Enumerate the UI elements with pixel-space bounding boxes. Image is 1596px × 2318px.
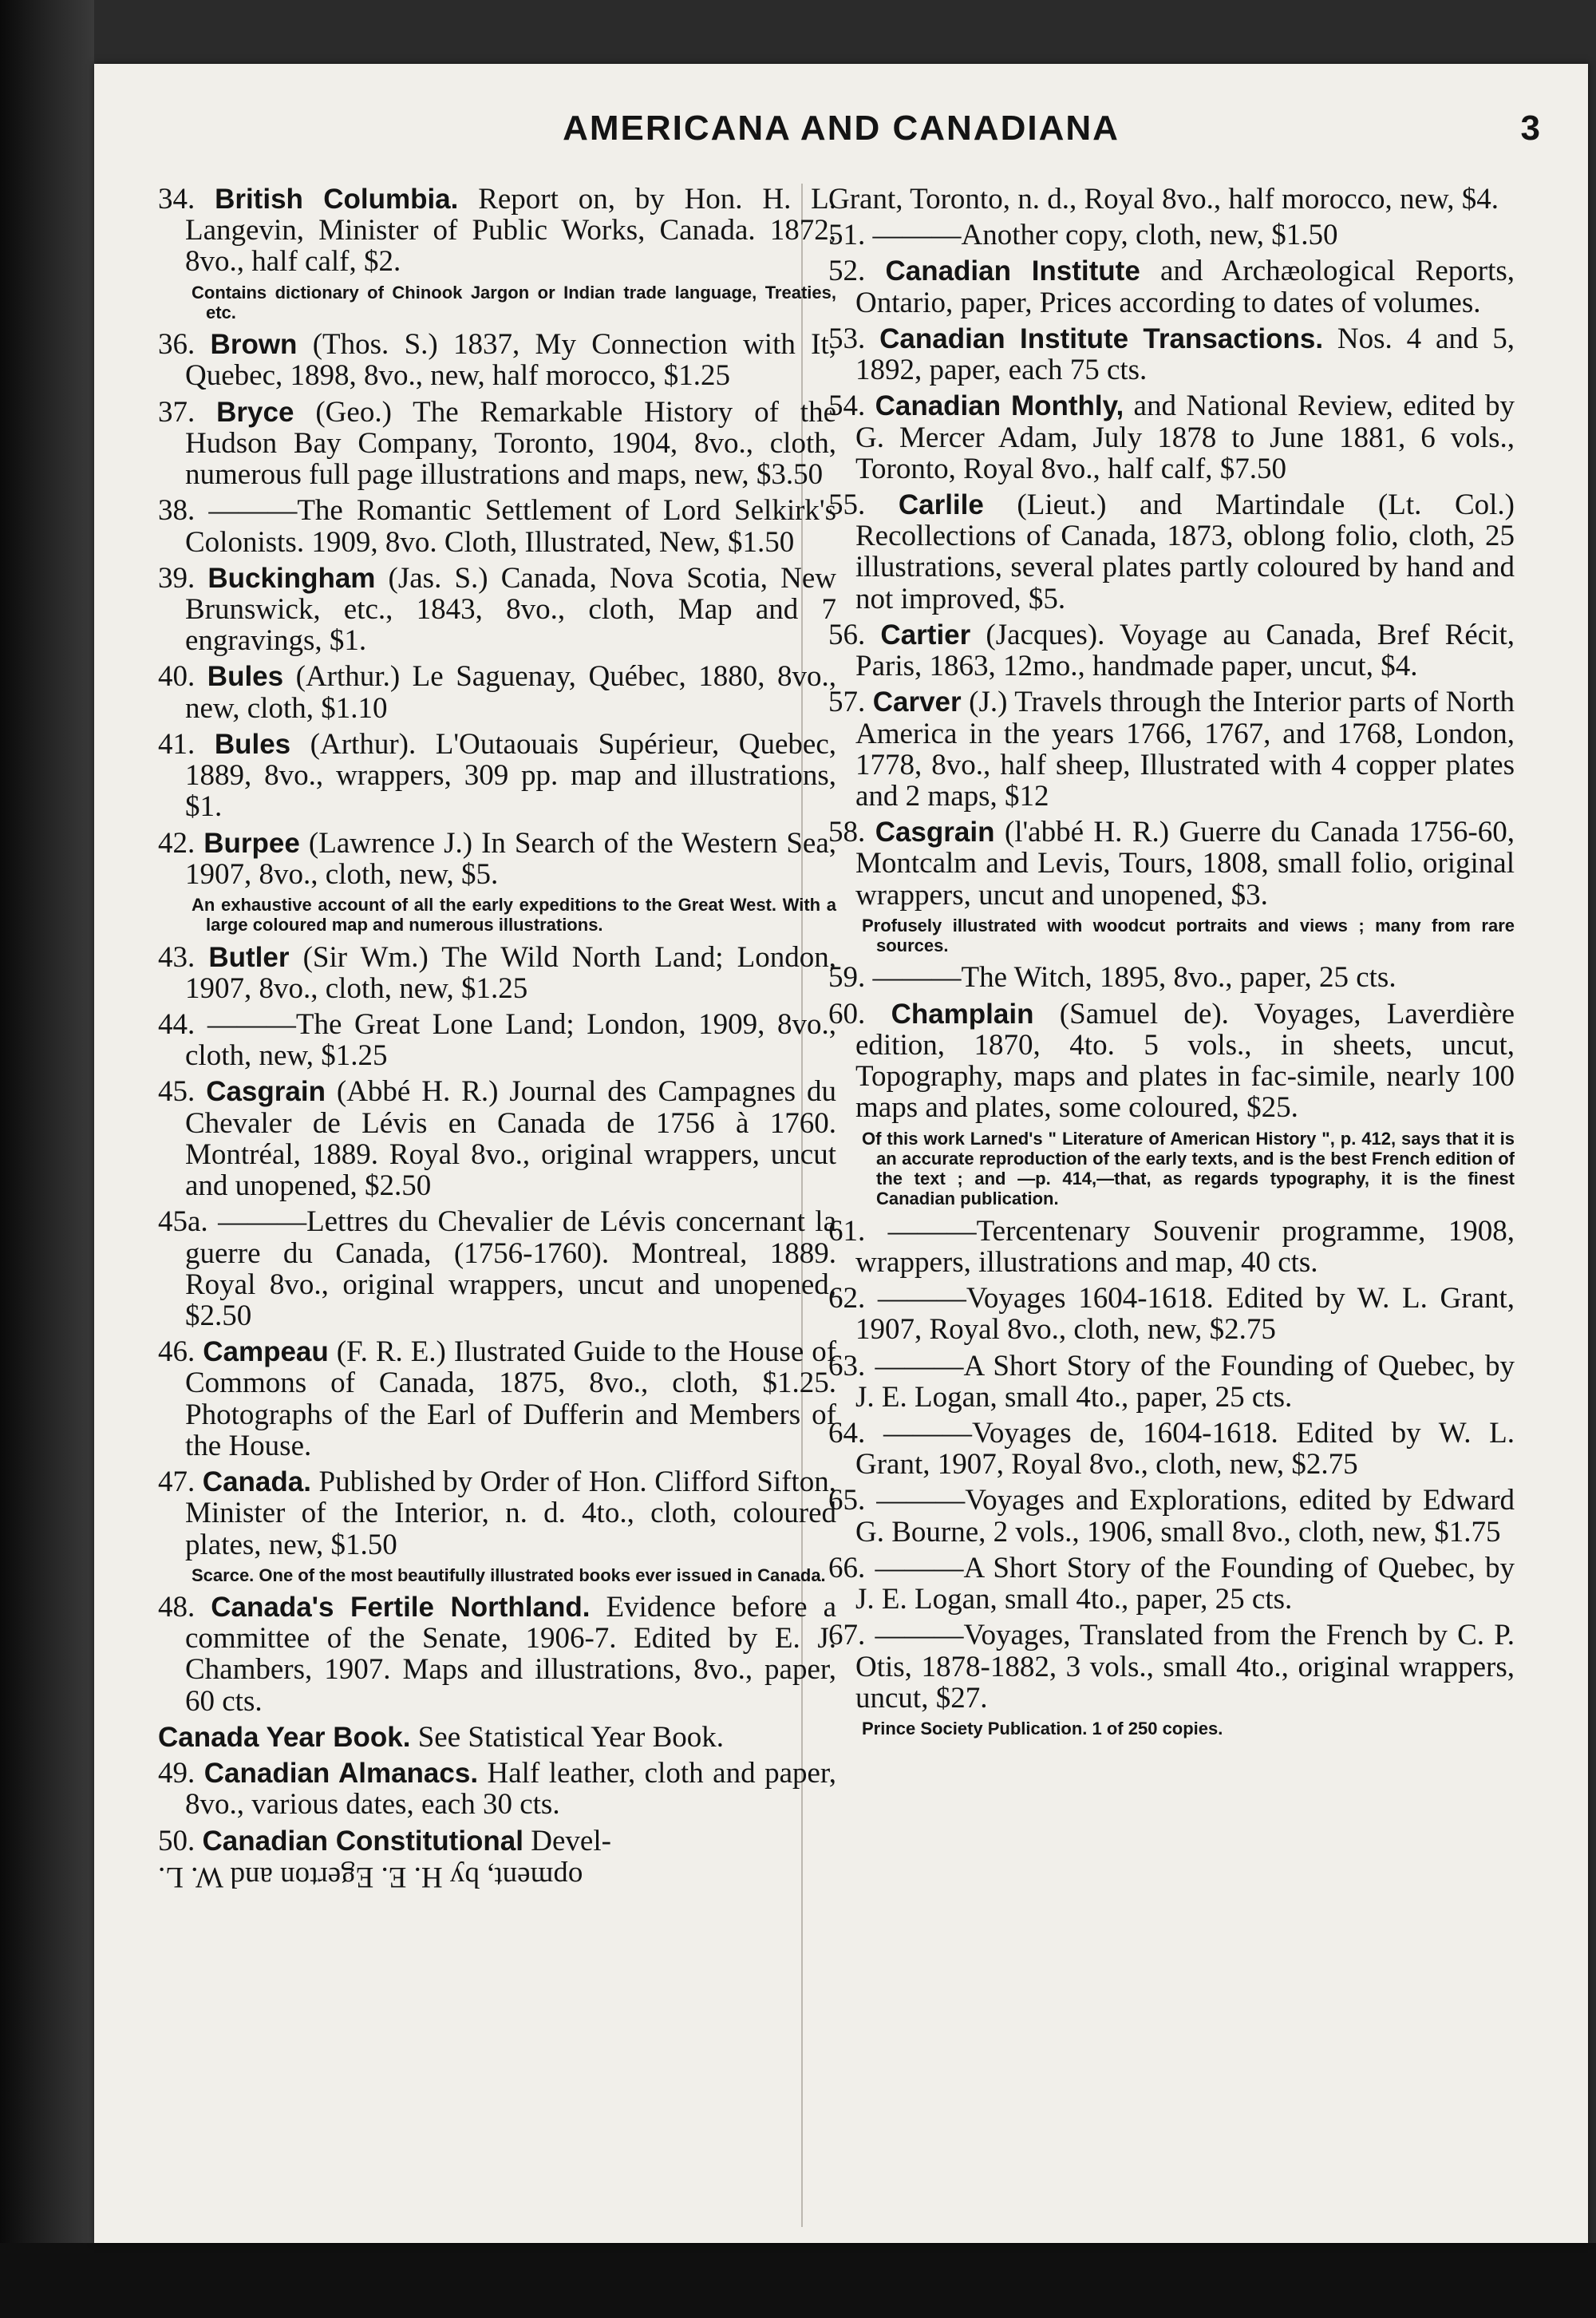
entry-note: An exhaustive account of all the early expeditions to the Great West. With a large coloured map and numerous illustrations. [192,894,836,936]
entry-heading: Bules [214,728,291,760]
entry-number: 64. [828,1417,866,1450]
catalogue-entry [158,397,836,491]
entry-number: 52. [828,255,866,288]
entry-description: (Sir Wm.) The Wild North Land; London, 1907, 8vo., cloth, new, $1.25 [185,940,836,1005]
entry-number: 51. [828,219,866,252]
entry-description: (J.) Travels through the Interior parts of North America in the years 1766, 1767, and 1768, London, 1778, 8vo., half sheep, Illustrated with 4 copper plates and 2 maps, $12 [855,686,1515,813]
entry-heading: Canadian Constitutional [202,1825,523,1857]
catalogue-entry [158,1336,836,1462]
entry-heading: Canadian Institute [885,255,1140,287]
entry-description: (Jas. S.) Canada, Nova Scotia, New Brunswick, etc., 1843, 8vo., cloth, Map and 7 engravings, $1. [185,561,837,658]
catalogue-entry [828,255,1515,318]
entry-number: 63. [828,1349,866,1382]
entry-description: Grant, Toronto, n. d., Royal 8vo., half morocco, new, $4. [828,183,1499,216]
scan-left-edge [0,0,94,2318]
page-number: 3 [1520,109,1540,148]
page-title: AMERICANA AND CANADIANA [563,109,1120,148]
entry-description: (Samuel de). Voyages, Laverdière edition, 1870, 4to. 5 vols., in sheets, uncut, Topography, maps and plates in fac-simile, nearly 100 maps and plates, some coloured, $25. [855,997,1515,1125]
catalogue-entry [828,619,1515,682]
entry-number: 41. [158,727,196,761]
entry-heading: Canada Year Book. [158,1721,411,1753]
entry-number: 44. [158,1008,196,1041]
catalogue-entry [828,1216,1515,1278]
catalogue-entry [158,1206,836,1331]
catalogue-entry [828,1553,1515,1615]
entry-description: Published by Order of Hon. Clifford Sifton, Minister of the Interior, n. d. 4to., cloth, coloured plates, new, $1.50 [185,1466,837,1561]
catalogue-entry [828,1351,1515,1413]
entry-heading: Canada. [202,1466,311,1498]
left-column [158,184,836,1897]
inverted-text: opment, by H. E. Egerton and W. L. [158,1860,583,1893]
catalogue-entry [158,661,836,723]
catalogue-entry [158,184,836,278]
entry-number: 67. [828,1619,866,1652]
entry-number: 42. [158,826,196,860]
entry-note: Contains dictionary of Chinook Jargon or Indian trade language, Treaties, etc. [192,282,836,322]
entry-description: (Abbé H. R.) Journal des Campagnes du Chevaler de Lévis en Canada de 1756 à 1760. Montréal, 1889. Royal 8vo., original wrappers, uncut and unopened, $2.50 [185,1075,837,1203]
entry-number: 48. [158,1591,196,1624]
entry-number: 60. [828,997,866,1030]
catalogue-page [94,64,1588,2243]
catalogue-entry [828,1485,1515,1547]
catalogue-entry [158,1009,836,1071]
entry-number: 53. [828,322,866,355]
entry-description: (Geo.) The Remarkable History of the Hudson Bay Company, Toronto, 1904, 8vo., cloth, numerous full page illustrations and maps, new, $3.50 [185,395,836,492]
entry-description: (Thos. S.) 1837, My Connection with It, Quebec, 1898, 8vo., new, half morocco, $1.25 [185,328,837,393]
entry-description: ———Voyages de, 1604-1618. Edited by W. L. Grant, 1907, Royal 8vo., cloth, new, $2.75 [855,1417,1515,1481]
scan-bottom-edge [0,2243,1596,2318]
entry-note: Scarce. One of the most beautifully illustrated books ever issued in Canada. [192,1564,826,1585]
catalogue-entry [158,1826,836,1857]
entry-description: ———Voyages, Translated from the French by C. P. Otis, 1878-1882, 3 vols., small 4to., original wrappers, uncut, $27. [855,1619,1515,1715]
entry-number: 37. [158,395,196,429]
catalogue-entry [828,489,1515,615]
catalogue-entry [828,962,1515,993]
entry-description: See Statistical Year Book. [410,1720,725,1754]
entry-description: ———Lettres du Chevalier de Lévis concernant la guerre du Canada, (1756-1760). Montreal, 1889. Royal 8vo., original wrappers, uncut and unopened, $2.50 [185,1205,837,1332]
catalogue-entry [158,942,836,1004]
entry-description: ———The Romantic Settlement of Lord Selkirk's Colonists. 1909, 8vo. Cloth, Illustrated, New, $1.50 [185,494,836,559]
catalogue-entry [828,999,1515,1124]
catalogue-entry [158,1466,836,1560]
catalogue-entry [828,817,1515,911]
entry-description: Devel- [523,1824,611,1857]
entry-number: 49. [158,1757,196,1790]
entry-heading: Carver [872,686,962,718]
entry-description: and National Review, edited by G. Mercer Adam, July 1878 to June 1881, 6 vols., Toronto, Royal 8vo., half calf, $7.50 [855,390,1515,485]
entry-number: 59. [828,961,866,995]
entry-number: 43. [158,940,196,974]
entry-number: 56. [828,618,866,651]
catalogue-entry [158,1722,836,1753]
entry-number: 55. [828,488,866,521]
entry-description: ———The Great Lone Land; London, 1909, 8vo., cloth, new, $1.25 [185,1008,836,1073]
entry-number: 47. [158,1466,196,1499]
entry-heading: Canada's Fertile Northland. [211,1592,591,1624]
entry-number: 40. [158,660,196,694]
entry-heading: Butler [208,941,290,973]
entry-note: Of this work Larned's " Literature of American History ", p. 412, says that it is an accurate reproduction of the early texts, and is the best French edition of the text ; and —p. 414,—that, as regards typography, it is the finest Canadian publication. [862,1128,1515,1209]
catalogue-entry [828,1620,1515,1714]
entry-heading: Campeau [203,1336,329,1368]
catalogue-entry [828,686,1515,812]
entry-description: ———Tercentenary Souvenir programme, 1908, wrappers, illustrations and map, 40 cts. [855,1214,1515,1279]
entry-description: ———Another copy, cloth, new, $1.50 [872,219,1338,252]
catalogue-entry [828,220,1515,251]
entry-number: 61. [828,1214,866,1248]
entry-description: (Jacques). Voyage au Canada, Bref Récit, Paris, 1863, 12mo., handmade paper, uncut, $4. [855,618,1515,683]
entry-number: 58. [828,816,866,849]
catalogue-entry [158,563,836,657]
entry-number: 62. [828,1282,866,1315]
entry-description: Half leather, cloth and paper, 8vo., various dates, each 30 cts. [185,1757,837,1822]
catalogue-entry [828,390,1515,485]
entry-heading: Burpee [203,827,300,859]
catalogue-entry [158,729,836,823]
entry-heading: Canadian Almanacs. [203,1758,479,1790]
catalogue-entry [158,495,836,557]
entry-description: ———The Witch, 1895, 8vo., paper, 25 cts. [872,961,1396,995]
catalogue-entry [158,828,836,890]
entry-heading: Bules [207,661,284,693]
entry-description: (l'abbé H. R.) Guerre du Canada 1756-60, Montcalm and Levis, Tours, 1808, small folio, original wrappers, uncut and unopened, $3. [855,816,1515,912]
entry-heading: Casgrain [206,1076,326,1108]
entry-heading: Casgrain [875,817,995,848]
entry-description: ———A Short Story of the Founding of Quebec, by J. E. Logan, small 4to., paper, 25 cts. [855,1349,1515,1414]
entry-description: (F. R. E.) Ilustrated Guide to the House of Commons of Canada, 1875, 8vo., cloth, $1.25. Photographs of the Earl of Dufferin and Members of the House. [185,1335,837,1462]
catalogue-entry [158,329,836,391]
entry-description: Nos. 4 and 5, 1892, paper, each 75 cts. [855,322,1515,387]
catalogue-entry [158,1758,836,1820]
catalogue-entry [158,1076,836,1201]
catalogue-entry [828,1283,1515,1345]
entry-heading: Canadian Monthly, [875,390,1124,422]
entry-description: (Arthur.) Le Saguenay, Québec, 1880, 8vo., new, cloth, $1.10 [185,660,837,725]
entry-number: 57. [828,686,866,719]
entry-heading: Carlile [898,489,984,520]
entry-number: 34. [158,183,196,216]
entry-heading: British Columbia. [215,184,459,215]
entry-note: Profusely illustrated with woodcut portraits and views ; many from rare sources. [862,915,1515,956]
entry-number: 45. [158,1075,196,1109]
entry-heading: Champlain [891,998,1034,1030]
entry-number: 46. [158,1335,196,1369]
entry-number: 36. [158,328,196,362]
entry-number: 65. [828,1484,866,1517]
entry-description: and Archæological Reports, Ontario, paper, Prices according to dates of volumes. [855,255,1515,319]
entry-number: 38. [158,494,196,528]
page-header [94,109,1588,172]
entry-heading: Brown [210,329,298,361]
entry-number: 50. [158,1824,196,1857]
entry-number: 39. [158,561,196,595]
entry-heading: Cartier [880,619,971,651]
entry-number: 54. [828,390,866,423]
catalogue-entry [828,184,1515,215]
entry-note: Prince Society Publication. 1 of 250 copies. [862,1718,1223,1738]
right-column [828,184,1515,1745]
entry-heading: Bryce [216,396,294,428]
entry-number: 66. [828,1551,866,1584]
entry-description: (Lawrence J.) In Search of the Western Sea, 1907, 8vo., cloth, new, $5. [185,826,836,891]
catalogue-entry [158,1592,836,1717]
entry-description: (Arthur). L'Outaouais Supérieur, Quebec, 1889, 8vo., wrappers, 309 pp. map and illustrations, $1. [185,727,837,824]
entry-description: Report on, by Hon. H. L. Langevin, Minister of Public Works, Canada. 1872, 8vo., half calf, $2. [185,183,836,279]
entry-description: ———A Short Story of the Founding of Quebec, by J. E. Logan, small 4to., paper, 25 cts. [855,1551,1515,1616]
entry-heading: Buckingham [207,562,376,594]
entry-number: 45a. [158,1205,208,1239]
catalogue-entry [828,323,1515,386]
inverted-text-line [158,1861,836,1893]
entry-description: (Lieut.) and Martindale (Lt. Col.) Recollections of Canada, 1873, oblong folio, cloth, 25 illustrations, several plates partly coloured by hand and not improved, $5. [855,488,1515,615]
entry-description: ———Voyages and Explorations, edited by Edward G. Bourne, 2 vols., 1906, small 8vo., cloth, new, $1.75 [855,1484,1515,1549]
entry-heading: Canadian Institute Transactions. [879,322,1324,354]
catalogue-entry [828,1418,1515,1480]
entry-description: ———Voyages 1604-1618. Edited by W. L. Grant, 1907, Royal 8vo., cloth, new, $2.75 [855,1282,1515,1347]
entry-description: Evidence before a committee of the Senate, 1906-7. Edited by E. J. Chambers, 1907. Maps and illustrations, 8vo., paper, 60 cts. [185,1591,836,1718]
